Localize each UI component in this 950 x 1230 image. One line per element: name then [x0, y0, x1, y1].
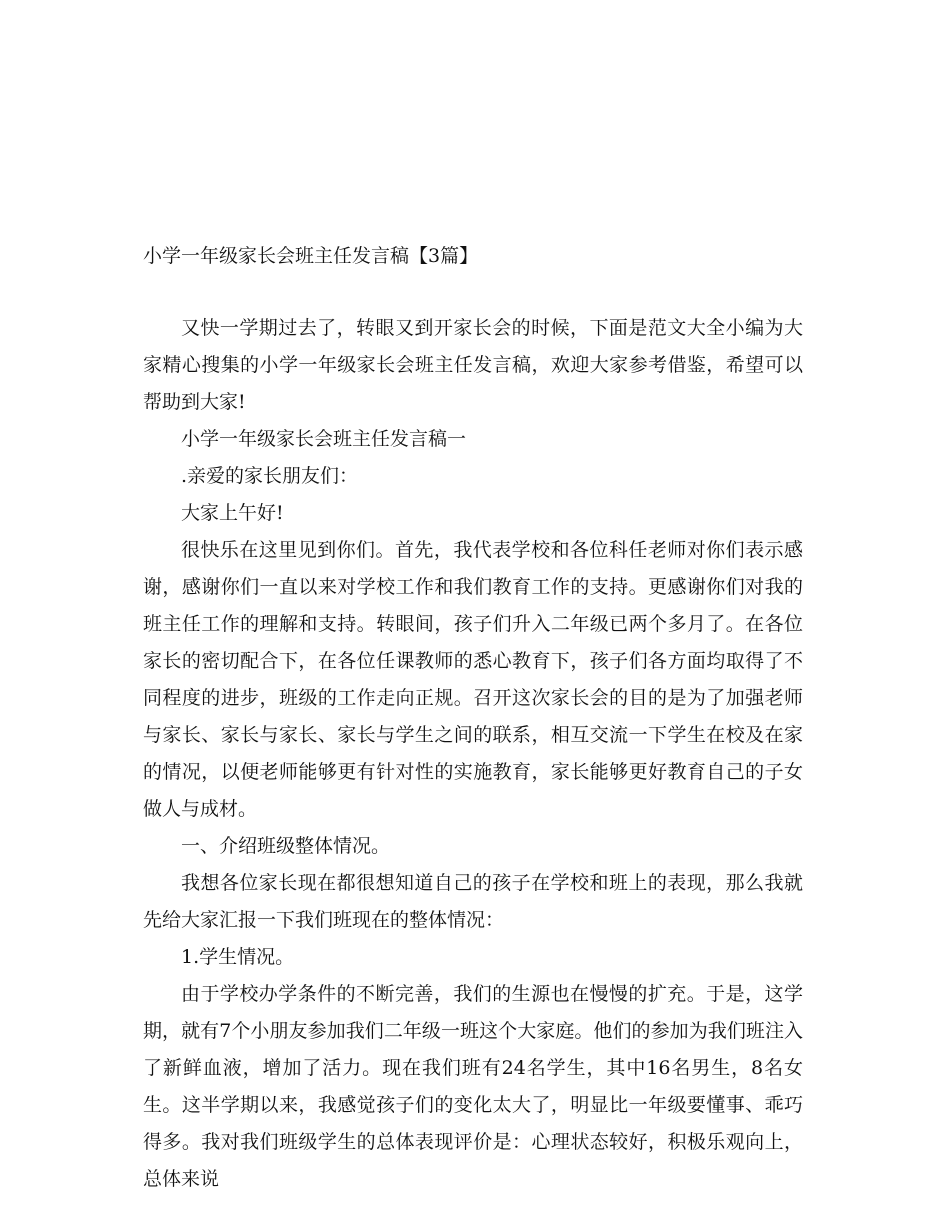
paragraph-section-heading: 小学一年级家长会班主任发言稿一 [181, 428, 467, 450]
paragraph-greeting: 大家上午好! [181, 502, 284, 524]
paragraph-students-detail: 由于学校办学条件的不断完善，我们的生源也在慢慢的扩充。于是，这学期，就有7个小朋友参加我们二年级一班这个大家庭。他们的参加为我们班注入了新鲜血液，增加了活力。现在我们班有24名学生，其中16名男生，8名女生。这半学期以来，我感觉孩子们的变化太大了，明显比一年级要懂事、乖巧得多。我对我们班级学生的总体表现评价是：心理状态较好，积极乐观向上，总体来说 [143, 983, 803, 1190]
paragraph-salutation: .亲爱的家长朋友们： [181, 465, 359, 487]
paragraph-intro: 又快一学期过去了，转眼又到开家长会的时候，下面是范文大全小编为大家精心搜集的小学一年级家长会班主任发言稿，欢迎大家参考借鉴，希望可以帮助到大家! [143, 317, 803, 413]
document-body [143, 310, 803, 1198]
paragraph-subheading-students: 1.学生情况。 [181, 946, 295, 968]
document-title: 小学一年级家长会班主任发言稿【3篇】 [143, 245, 479, 267]
paragraph-subheading-class-overview: 一、介绍班级整体情况。 [181, 835, 391, 857]
paragraph-opening: 很快乐在这里见到你们。首先，我代表学校和各位科任老师对你们表示感谢，感谢你们一直以来对学校工作和我们教育工作的支持。更感谢你们对我的班主任工作的理解和支持。转眼间，孩子们升入二年级已两个多月了。在各位家长的密切配合下，在各位任课教师的悉心教育下，孩子们各方面均取得了不同程度的进步，班级的工作走向正规。召开这次家长会的目的是为了加强老师与家长、家长与家长、家长与学生之间的联系，相互交流一下学生在校及在家的情况，以便老师能够更有针对性的实施教育，家长能够更好教育自己的子女做人与成材。 [143, 539, 803, 820]
paragraph-overview-intro: 我想各位家长现在都很想知道自己的孩子在学校和班上的表现，那么我就先给大家汇报一下我们班现在的整体情况： [143, 872, 803, 931]
